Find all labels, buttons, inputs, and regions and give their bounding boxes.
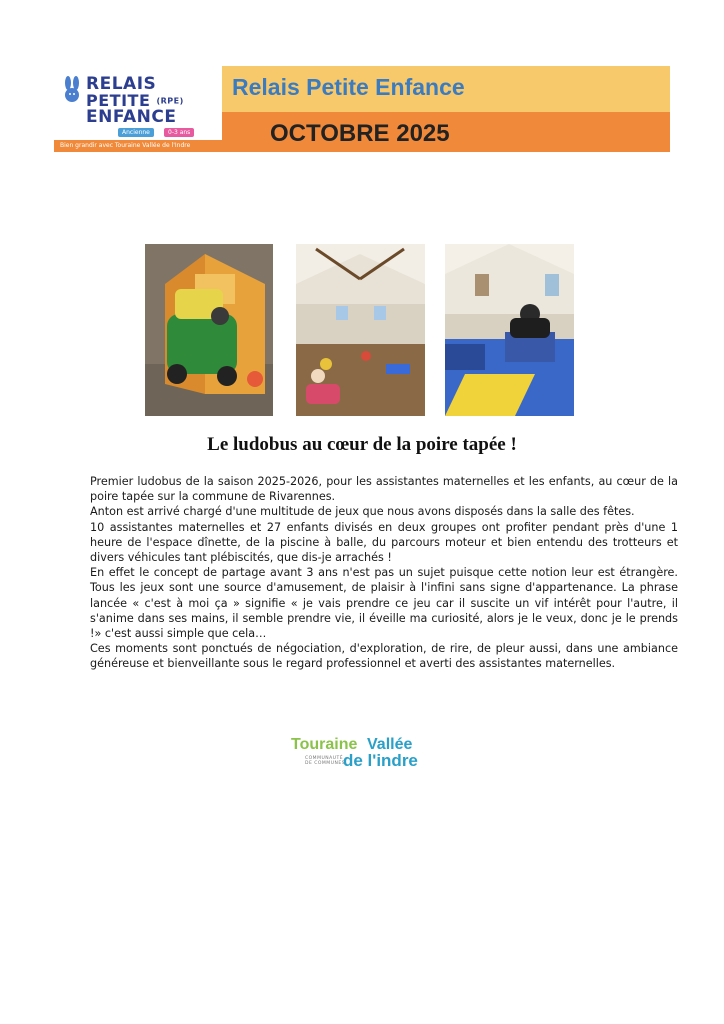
logo-text-rpe: (RPE) [156,96,184,106]
logo-text-relais: RELAIS [86,74,157,94]
page-month: OCTOBRE 2025 [270,120,450,147]
article-paragraph: 10 assistantes maternelles et 27 enfants divisés en deux groupes ont profiter pendant près d'une 1 heure de l'espace dînette, de la piscine à balle, du parcours moteur et bien entendu des trotteurs et divers véhicules tant plébiscités, que dis-je arrachés ! [90,520,678,565]
logo-word-touraine: Touraine [291,736,358,753]
article-headline: Le ludobus au cœur de la poire tapée ! [207,434,517,455]
photo-hall-toys [296,244,425,416]
photo-motor-course [445,244,574,416]
logo-tag-right: 0-3 ans [164,128,194,137]
logo-subtitle-line2: DE COMMUNES [305,761,346,766]
bunny-icon [62,76,82,106]
child-in-toy-car-photo-icon [145,244,273,416]
rpe-logo [54,66,224,152]
article-paragraph: Anton est arrivé chargé d'une multitude de jeux que nous avons disposés dans la salle des fêtes. [90,505,635,519]
touraine-vallee-logo [291,736,431,770]
page-title: Relais Petite Enfance [232,74,465,100]
article-paragraph: En effet le concept de partage avant 3 ans n'est pas un sujet puisque cette notion leur est étrangère. Tous les jeux sont une source d'amusement, de plaisir à l'infini sans signe d'appartenance. La phrase lancée « c'est à moi ça » signifie « je vais prendre ce jeu car il suscite un vif intérêt pour l'autre, il s'anime dans ses mains, il semble prendre vie, il éveille ma curiosité, alors je le veux, donc je le prends !» c'est aussi simple que cela… [90,566,678,641]
logo-subtitle [305,756,345,766]
motor-course-foam-blocks-photo-icon [445,244,574,416]
article-paragraph: Premier ludobus de la saison 2025-2026, pour les assistantes maternelles et les enfants, au cœur de la poire tapée sur la commune de Rivarennes. [90,475,678,504]
logo-word-indre: de l'indre [343,751,418,770]
logo-subtitle-line1: COMMUNAUTÉ [305,756,344,761]
hall-with-ride-on-toys-photo-icon [296,244,425,416]
logo-tag-left: Ancienne [118,128,154,137]
header-banner [54,66,670,152]
logo-strapline: Bien grandir avec Touraine Vallée de l'Indre [54,140,224,152]
logo-text-enfance: ENFANCE [86,107,177,127]
logo-word-vallee: Vallée [367,736,413,753]
photo-child-in-car [145,244,273,416]
article-body [90,474,678,672]
article-paragraph: Ces moments sont ponctués de négociation, d'exploration, de rire, de pleur aussi, dans une ambiance généreuse et bienveillante sous le regard professionnel et averti des assistantes maternelles. [90,642,678,671]
logo-text-petite-word: PETITE [86,91,151,110]
